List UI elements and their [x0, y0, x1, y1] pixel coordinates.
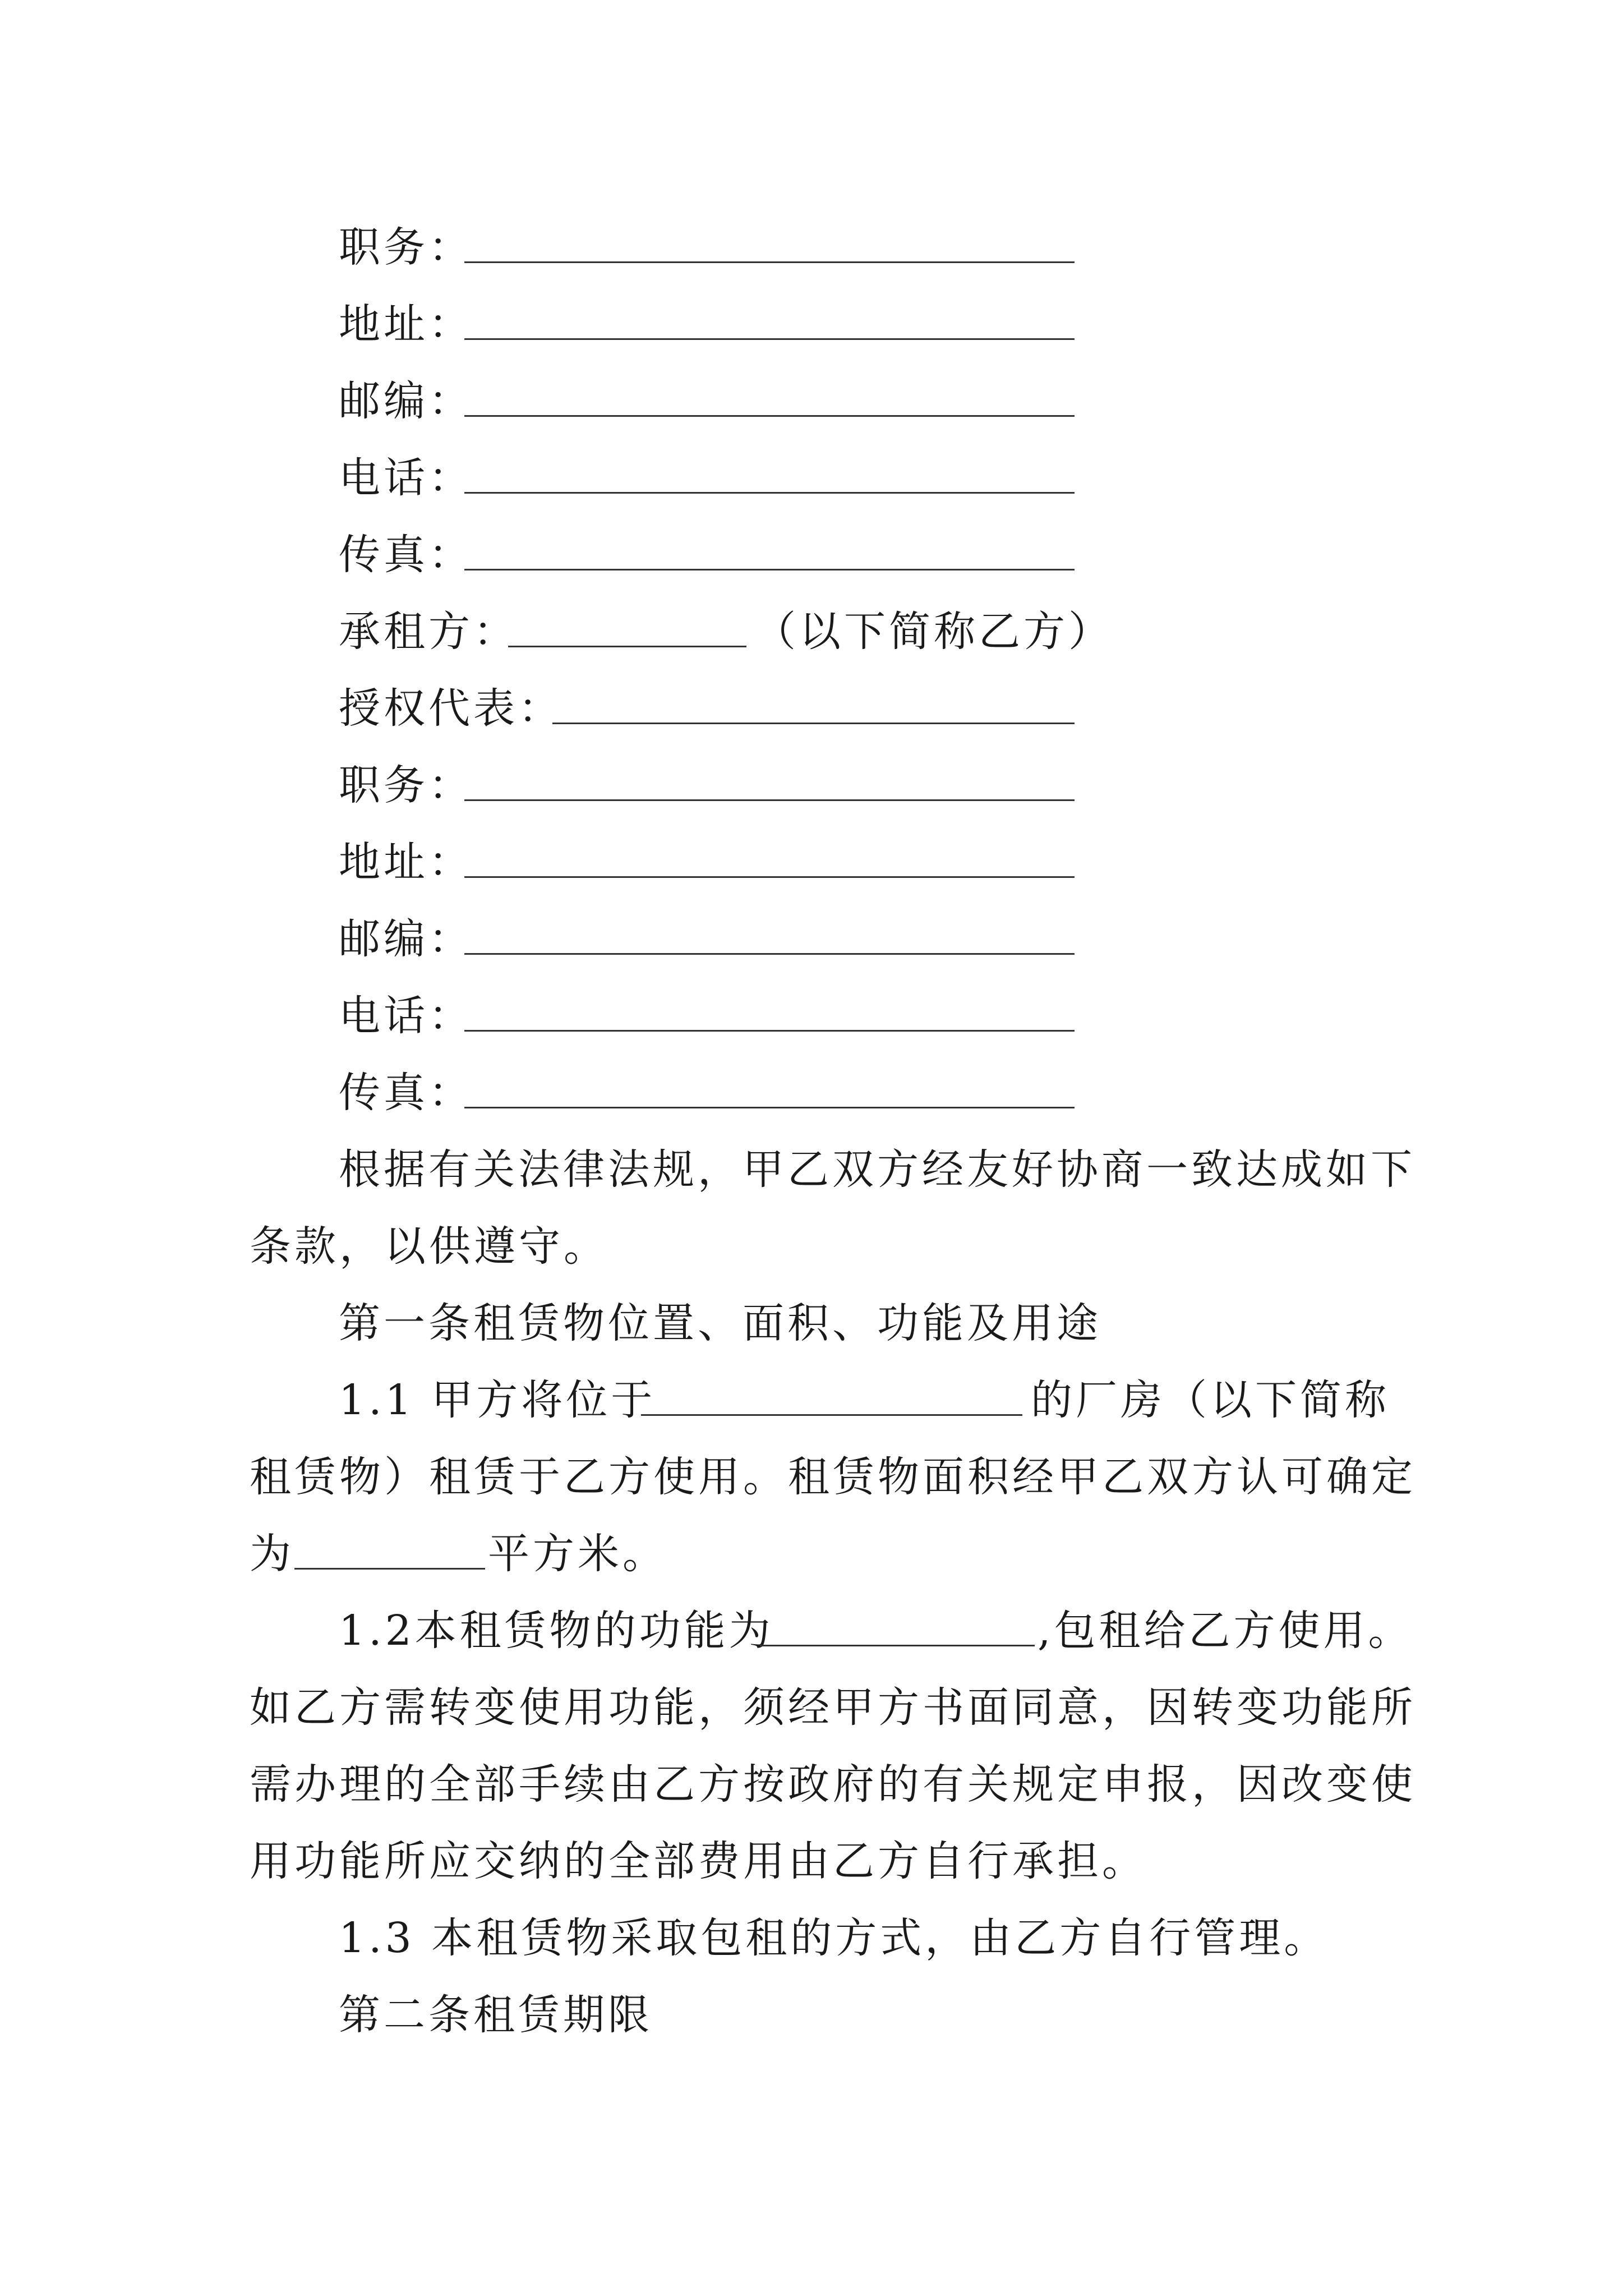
lessee-rep-blank[interactable]	[552, 723, 1075, 724]
intro-line-2: 条款，以供遵守。	[250, 1222, 608, 1271]
lessor-phone-row	[339, 451, 473, 505]
p1-1-line1	[339, 1373, 656, 1427]
lessee-position-blank[interactable]	[464, 799, 1075, 801]
p1-1-line3-b-row	[488, 1527, 667, 1581]
p1-1-line2: 租赁物）租赁于乙方使用。租赁物面积经甲乙双方认可确定	[250, 1453, 1416, 1501]
p1-2-line1	[339, 1604, 774, 1658]
p1-1-line1-b	[1031, 1373, 1390, 1427]
p1-3: 1.3 本租赁物采取包租的方式，由乙方自行管理。	[339, 1914, 1329, 1962]
lessee-name-blank[interactable]	[508, 646, 746, 647]
p1-1-line3	[250, 1527, 294, 1581]
lessor-address-blank[interactable]	[464, 338, 1075, 340]
lessor-phone-blank[interactable]	[464, 492, 1075, 494]
function-blank[interactable]	[760, 1645, 1035, 1646]
lessee-phone-row	[339, 989, 473, 1043]
lessee-fax-blank[interactable]	[464, 1107, 1075, 1108]
p1-1-text-a: 1.1 甲方将位于	[339, 1376, 656, 1424]
field-label: 职务：	[339, 761, 473, 809]
article2-heading: 第二条租赁期限	[339, 1991, 653, 2039]
lessee-postcode-blank[interactable]	[464, 953, 1075, 955]
lessor-position-blank[interactable]	[464, 261, 1075, 263]
p1-2-line3: 需办理的全部手续由乙方按政府的有关规定申报，因改变使	[250, 1760, 1416, 1809]
lessee-rep-row	[339, 682, 563, 735]
lessor-fax-blank[interactable]	[464, 569, 1075, 570]
field-label: 电话：	[339, 454, 473, 502]
lessor-fax-row	[339, 528, 473, 582]
p1-2-text-a: 1.2本租赁物的功能为	[339, 1607, 774, 1655]
lessor-postcode-blank[interactable]	[464, 415, 1075, 417]
lessee-address-row	[339, 835, 473, 889]
p1-1-line3-a: 为	[250, 1530, 294, 1578]
p1-2-line1-b	[1038, 1604, 1413, 1658]
lessee-label: 承租方：	[339, 608, 518, 656]
area-blank[interactable]	[294, 1568, 485, 1570]
field-label: 邮编：	[339, 915, 473, 963]
lessee-address-blank[interactable]	[464, 876, 1075, 878]
lessee-suffix: （以下简称乙方）	[754, 608, 1113, 656]
lessee-postcode-row	[339, 912, 473, 966]
field-label: 授权代表：	[339, 684, 563, 733]
field-label: 地址：	[339, 300, 473, 348]
lessee-row	[339, 605, 518, 659]
p1-1-line3-b: 平方米。	[488, 1530, 667, 1578]
lessee-position-row	[339, 758, 473, 812]
location-blank[interactable]	[641, 1414, 1022, 1416]
lessee-fax-row	[339, 1066, 473, 1120]
field-label: 职务：	[339, 223, 473, 272]
intro-line-1: 根据有关法律法规，甲乙双方经友好协商一致达成如下	[339, 1145, 1415, 1194]
lessor-address-row	[339, 297, 473, 351]
lessor-position-row	[339, 220, 473, 274]
lessee-suffix-row	[754, 605, 1113, 659]
article1-heading: 第一条租赁物位置、面积、功能及用途	[339, 1299, 1101, 1347]
p1-2-line2: 如乙方需转变使用功能，须经甲方书面同意，因转变功能所	[250, 1683, 1416, 1732]
field-label: 邮编：	[339, 377, 473, 425]
lessee-phone-blank[interactable]	[464, 1030, 1075, 1032]
p1-2-text-b: ,包租给乙方使用。	[1038, 1607, 1413, 1655]
field-label: 地址：	[339, 838, 473, 886]
field-label: 传真：	[339, 1069, 473, 1117]
field-label: 传真：	[339, 531, 473, 579]
p1-2-line4: 用功能所应交纳的全部费用由乙方自行承担。	[250, 1837, 1147, 1885]
p1-1-text-b: 的厂房（以下简称	[1031, 1376, 1390, 1424]
field-label: 电话：	[339, 992, 473, 1040]
lessor-postcode-row	[339, 374, 473, 428]
